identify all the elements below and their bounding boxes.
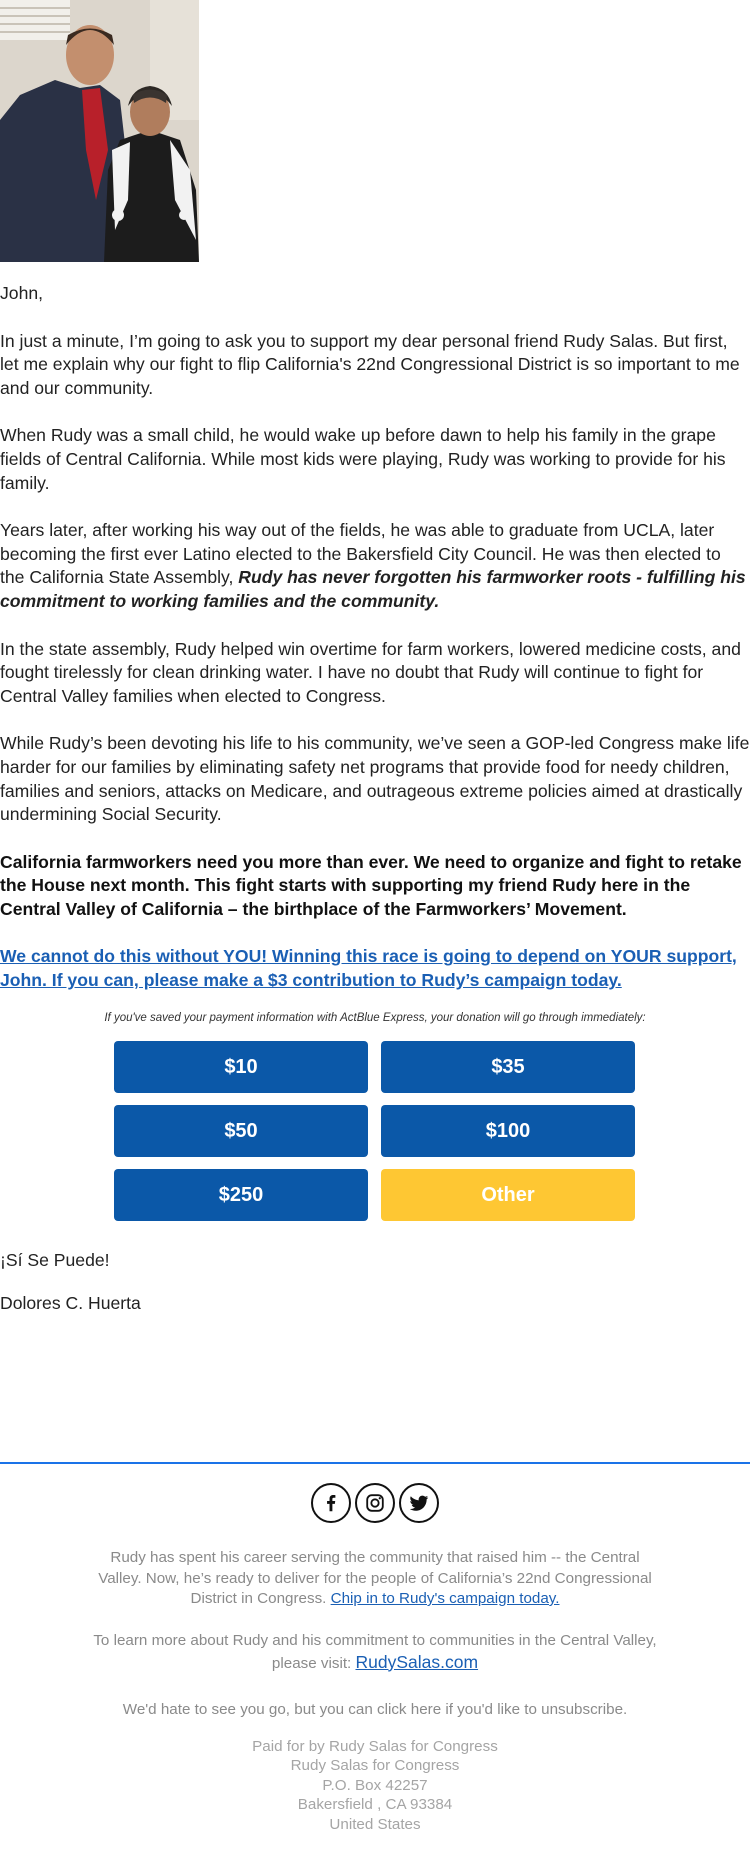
donate-35-button[interactable]: $35	[381, 1041, 635, 1093]
footer-learn-text: To learn more about Rudy and his commitment to communities in the Central Valley, please visit:	[93, 1632, 657, 1672]
paragraph-2: When Rudy was a small child, he would wake up before dawn to help his family in the grape fields of Central California. While most kids were playing, Rudy was working to provide for his family.	[0, 425, 726, 493]
footer-chip-in-link[interactable]: Chip in to Rudy's campaign today.	[330, 1590, 560, 1607]
footer-about	[90, 1548, 660, 1610]
paragraph-5: While Rudy’s been devoting his life to his community, we’ve seen a GOP-led Congress make life harder for our families by eliminating safety net programs that provide food for needy children, families and seniors, attacks on Medicare, and outrageous extreme policies aimed at drastically undermining Social Security.	[0, 733, 750, 825]
donate-other-button[interactable]: Other	[381, 1169, 635, 1221]
po-box-line: P.O. Box 42257	[322, 1776, 428, 1794]
greeting: John,	[0, 283, 44, 303]
footer-divider	[0, 1462, 750, 1464]
country-line: United States	[329, 1815, 421, 1833]
facebook-icon[interactable]	[311, 1483, 351, 1523]
paragraph-1: In just a minute, I’m going to ask you to support my dear personal friend Rudy Salas. But first, let me explain why our fight to flip California's 22nd Congressional District is so important to me and our community.	[0, 330, 740, 398]
signature: Dolores C. Huerta	[0, 1293, 141, 1313]
footer-address	[0, 1737, 750, 1834]
cta-contribute-link[interactable]: We cannot do this without YOU! Winning this race is going to depend on YOUR support, John. If you can, please make a $3 contribution to Rudy’s campaign today.	[0, 946, 737, 991]
donate-50-button[interactable]: $50	[114, 1105, 368, 1157]
footer-about-text: Rudy has spent his career serving the community that raised him -- the Central Valley. Now, he’s ready to deliver for the people of California’s 22nd Congressional District in Congress.	[98, 1549, 652, 1607]
paragraph-3-emphasis: Rudy has never forgotten his farmworker roots - fulfilling his commitment to working families and the community.	[0, 567, 746, 611]
paragraph-4: In the state assembly, Rudy helped win overtime for farm workers, lowered medicine costs, and fought tirelessly for clean drinking water. I have no doubt that Rudy will continue to fight for Central Valley families when elected to Congress.	[0, 638, 741, 706]
instagram-icon[interactable]	[355, 1483, 395, 1523]
paid-for-line: Paid for by Rudy Salas for Congress	[252, 1738, 498, 1755]
footer-unsubscribe[interactable]: We'd hate to see you go, but you can click here if you'd like to unsubscribe.	[122, 1701, 628, 1718]
actblue-express-note: If you've saved your payment information with ActBlue Express, your donation will go through immediately:	[104, 1012, 646, 1024]
letter-body	[0, 282, 750, 1017]
donate-10-button[interactable]: $10	[114, 1041, 368, 1093]
twitter-icon[interactable]	[399, 1483, 439, 1523]
paragraph-6-bold: California farmworkers need you more than ever. We need to organize and fight to retake the House next month. This fight starts with supporting my friend Rudy here in the Central Valley of California – the birthplace of the Farmworkers’ Movement.	[0, 851, 742, 919]
donate-100-button[interactable]: $100	[381, 1105, 635, 1157]
footer-website-link[interactable]: RudySalas.com	[355, 1651, 479, 1672]
donate-250-button[interactable]: $250	[114, 1169, 368, 1221]
city-line: Bakersfield , CA 93384	[297, 1796, 453, 1814]
paragraph-3-text: Years later, after working his way out of the fields, he was able to graduate from UCLA, later becoming the first ever Latino elected to the Bakersfield City Council. He was then elected to the California State Assembly,	[0, 520, 721, 588]
footer-learn-more	[90, 1631, 660, 1674]
paragraph-3	[0, 519, 750, 613]
header-photo	[0, 0, 199, 262]
cta-paragraph	[0, 945, 750, 992]
org-line: Rudy Salas for Congress	[290, 1757, 460, 1775]
closing-line: ¡Sí Se Puede!	[0, 1250, 110, 1270]
